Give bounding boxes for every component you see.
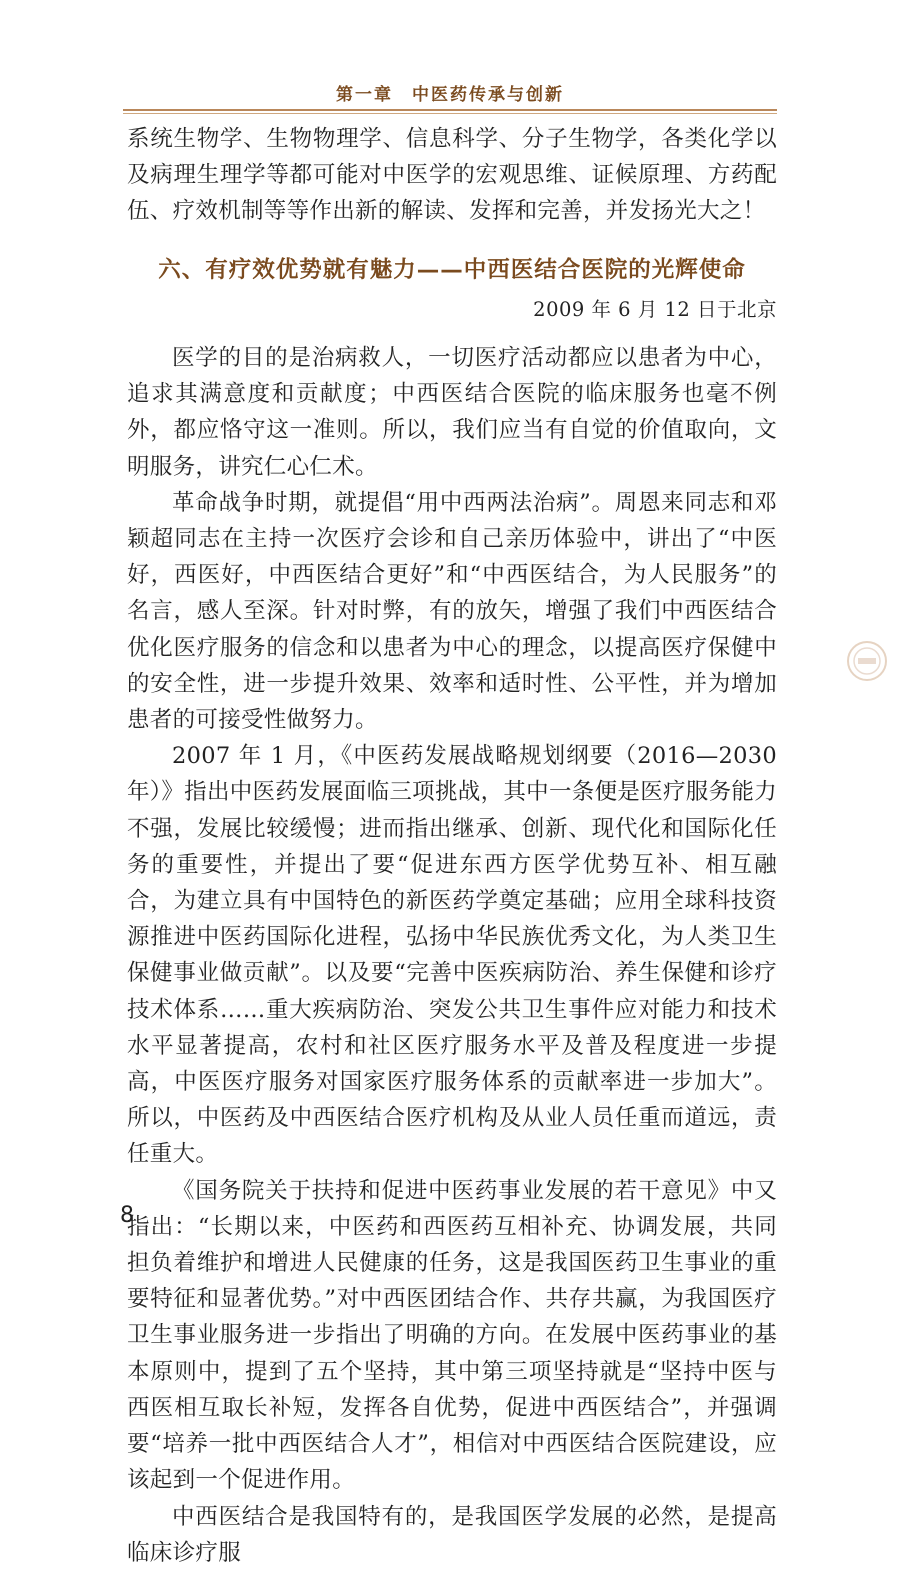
header-rule-secondary: [123, 113, 777, 114]
intro-block: [127, 121, 777, 230]
body-paragraph: 《国务院关于扶持和促进中医药事业发展的若干意见》中又指出：“长期以来，中医药和西医药互相补充、协调发展，共同担负着维护和增进人民健康的任务，这是我国医药卫生事业的重要特征和显著优势。”对中西医团结合作、共存共赢，为我国医疗卫生事业服务进一步指出了明确的方向。在发展中医药事业的基本原则中，提到了五个坚持，其中第三项坚持就是“坚持中医与西医相互取长补短，发挥各自优势，促进中西医结合”，并强调要“培养一批中西医结合人才”，相信对中西医结合医院建设，应该起到一个促进作用。: [127, 1177, 777, 1494]
body-paragraph: 医学的目的是治病救人，一切医疗活动都应以患者为中心，追求其满意度和贡献度；中西医结合医院的临床服务也毫不例外，都应恪守这一准则。所以，我们应当有自觉的价值取向，文明服务，讲究仁心仁术。: [127, 345, 777, 480]
seal-watermark-icon: [846, 640, 888, 682]
body-paragraph: 革命战争时期，就提倡“用中西两法治病”。周恩来同志和邓颖超同志在主持一次医疗会诊和自己亲历体验中，讲出了“中医好，西医好，中西医结合更好”和“中西医结合，为人民服务”的名言，感人至深。针对时弊，有的放矢，增强了我们中西医结合优化医疗服务的信念和以患者为中心的理念，以提高医疗保健中的安全性，进一步提升效果、效率和适时性、公平性，并为增加患者的可接受性做努力。: [127, 489, 777, 734]
header-rule: [123, 109, 777, 111]
section-title: 六、有疗效优势就有魅力——中西医结合医院的光辉使命: [158, 257, 746, 283]
body-paragraph: 2007 年 1 月，《中医药发展战略规划纲要（2016—2030 年）》指出中医药发展面临三项挑战，其中一条便是医疗服务能力不强，发展比较缓慢；进而指出继承、创新、现代化和国际化任务的重要性，并提出了要“促进东西方医学优势互补、相互融合，为建立具有中国特色的新医药学奠定基础；应用全球科技资源推进中医药国际化进程，弘扬中华民族优秀文化，为人类卫生保健事业做贡献”。以及要“完善中医疾病防治、养生保健和诊疗技术体系……重大疾病防治、突发公共卫生事件应对能力和技术水平显著提高，农村和社区医疗服务水平及普及程度进一步提高，中医医疗服务对国家医疗服务体系的贡献率进一步加大”。所以，中医药及中西医结合医疗机构及从业人员任重而道远，责任重大。: [127, 743, 777, 1168]
intro-paragraph: 系统生物学、生物物理学、信息科学、分子生物学，各类化学以及病理生理学等都可能对中医学的宏观思维、证候原理、方药配伍、疗效机制等等作出新的解读、发挥和完善，并发扬光大之！: [127, 126, 777, 225]
dateline: 2009 年 6 月 12 日于北京: [533, 298, 777, 321]
chapter-title: 第一章 中医药传承与创新: [336, 85, 564, 105]
page-number: 8: [120, 1203, 134, 1228]
running-header: [0, 0, 900, 124]
body-paragraph-continued: 中西医结合是我国特有的，是我国医学发展的必然，是提高临床诊疗服: [127, 1503, 777, 1566]
body-text: [127, 340, 777, 1571]
header-band: [0, 0, 900, 62]
